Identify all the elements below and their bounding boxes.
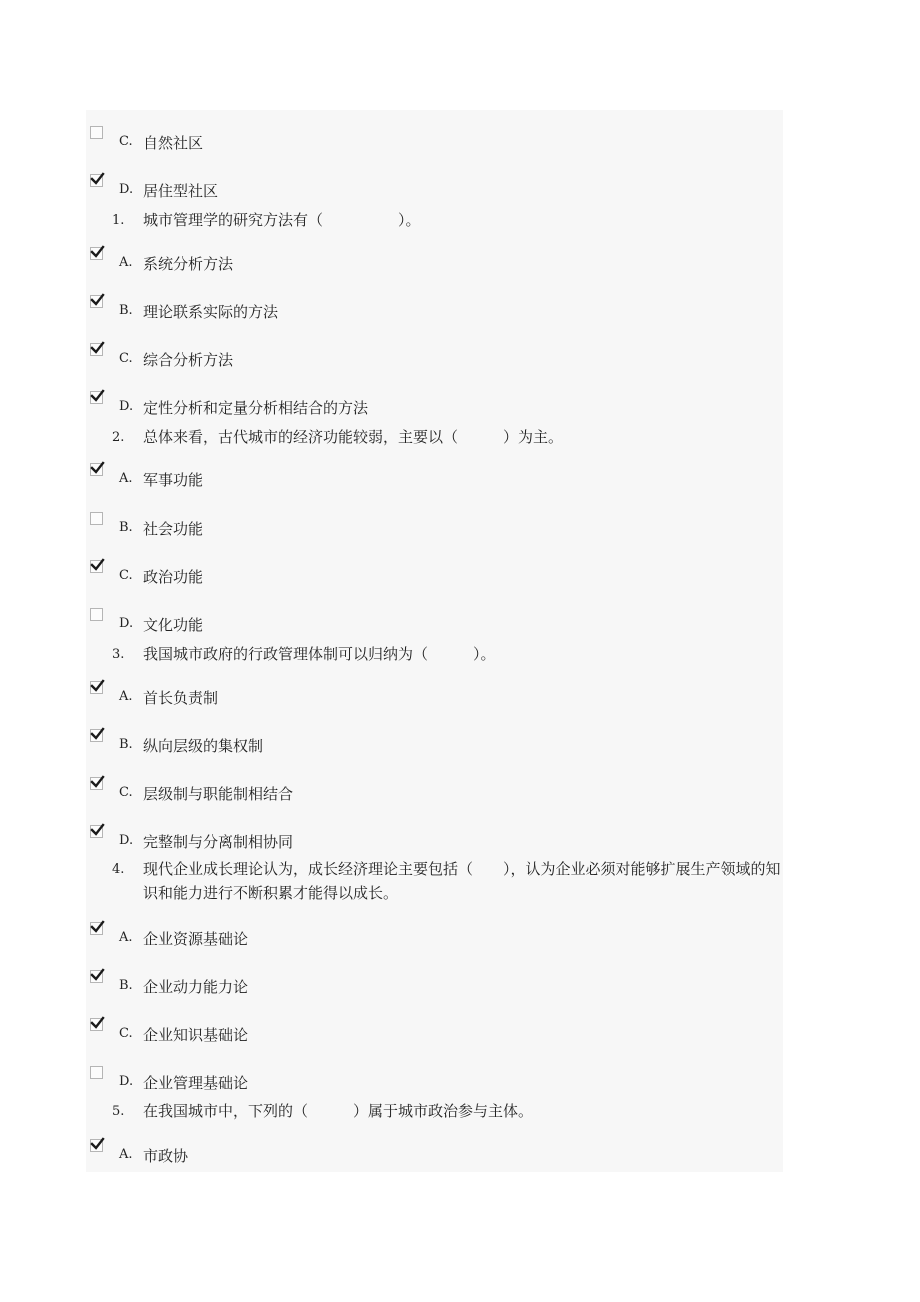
checkbox-checked[interactable] [90, 343, 103, 356]
option-letter: C. [119, 1026, 133, 1041]
option-letter: C. [119, 351, 133, 366]
option-letter: C. [119, 568, 133, 583]
option-letter: C. [119, 785, 133, 800]
option-text: 定性分析和定量分析相结合的方法 [143, 399, 369, 417]
question-text: 总体来看，古代城市的经济功能较弱，主要以（ ）为主。 [143, 428, 564, 446]
checkbox-unchecked[interactable] [90, 608, 103, 621]
checkbox-checked[interactable] [90, 391, 103, 404]
option-text: 完整制与分离制相协同 [143, 833, 294, 851]
option-letter: A. [119, 255, 133, 270]
question-text: 现代企业成长理论认为，成长经济理论主要包括（ ），认为企业必须对能够扩展生产领域的知识和能力进行不断积累才能得以成长。 [143, 860, 781, 902]
question-number: 2. [112, 430, 125, 445]
option-text: 居住型社区 [143, 182, 219, 200]
checkbox-checked[interactable] [90, 560, 103, 573]
option-text: 政治功能 [143, 568, 204, 586]
option-letter: D. [119, 1074, 134, 1089]
checkbox-checked[interactable] [90, 681, 103, 694]
question-text: 在我国城市中，下列的（ ）属于城市政治参与主体。 [143, 1102, 534, 1120]
option-letter: B. [119, 978, 133, 993]
option-text: 市政协 [143, 1147, 189, 1165]
option-text: 军事功能 [143, 471, 204, 489]
question-number: 5. [112, 1104, 125, 1119]
option-letter: B. [119, 303, 133, 318]
checkbox-checked[interactable] [90, 247, 103, 260]
option-letter: A. [119, 471, 133, 486]
checkbox-checked[interactable] [90, 174, 103, 187]
option-letter: B. [119, 737, 133, 752]
option-letter: A. [119, 689, 133, 704]
question-number: 3. [112, 647, 125, 662]
option-text: 自然社区 [143, 134, 204, 152]
checkbox-checked[interactable] [90, 970, 103, 983]
option-letter: A. [119, 1147, 133, 1162]
checkbox-checked[interactable] [90, 1018, 103, 1031]
option-letter: D. [119, 616, 134, 631]
option-text: 企业资源基础论 [143, 930, 249, 948]
option-text: 社会功能 [143, 520, 204, 538]
checkbox-checked[interactable] [90, 295, 103, 308]
option-text: 系统分析方法 [143, 255, 234, 273]
checkbox-checked[interactable] [90, 463, 103, 476]
question-text: 我国城市政府的行政管理体制可以归纳为（ ）。 [143, 645, 496, 663]
checkbox-checked[interactable] [90, 922, 103, 935]
option-text: 企业动力能力论 [143, 978, 249, 996]
option-text: 企业管理基础论 [143, 1074, 249, 1092]
option-letter: D. [119, 833, 134, 848]
option-letter: B. [119, 520, 133, 535]
question-number: 1. [112, 213, 125, 228]
checkbox-unchecked[interactable] [90, 512, 103, 525]
option-letter: D. [119, 182, 134, 197]
checkbox-checked[interactable] [90, 825, 103, 838]
checkbox-checked[interactable] [90, 729, 103, 742]
option-text: 首长负责制 [143, 689, 219, 707]
checkbox-checked[interactable] [90, 777, 103, 790]
option-text: 层级制与职能制相结合 [143, 785, 294, 803]
option-text: 综合分析方法 [143, 351, 234, 369]
option-text: 纵向层级的集权制 [143, 737, 264, 755]
question-text: 城市管理学的研究方法有（ ）。 [143, 211, 421, 229]
checkbox-checked[interactable] [90, 1139, 103, 1152]
option-text: 企业知识基础论 [143, 1026, 249, 1044]
question-number: 4. [112, 862, 125, 877]
option-text: 文化功能 [143, 616, 204, 634]
option-letter: A. [119, 930, 133, 945]
option-letter: D. [119, 399, 134, 414]
checkbox-unchecked[interactable] [90, 1066, 103, 1079]
option-letter: C. [119, 134, 133, 149]
checkbox-unchecked[interactable] [90, 126, 103, 139]
option-text: 理论联系实际的方法 [143, 303, 279, 321]
